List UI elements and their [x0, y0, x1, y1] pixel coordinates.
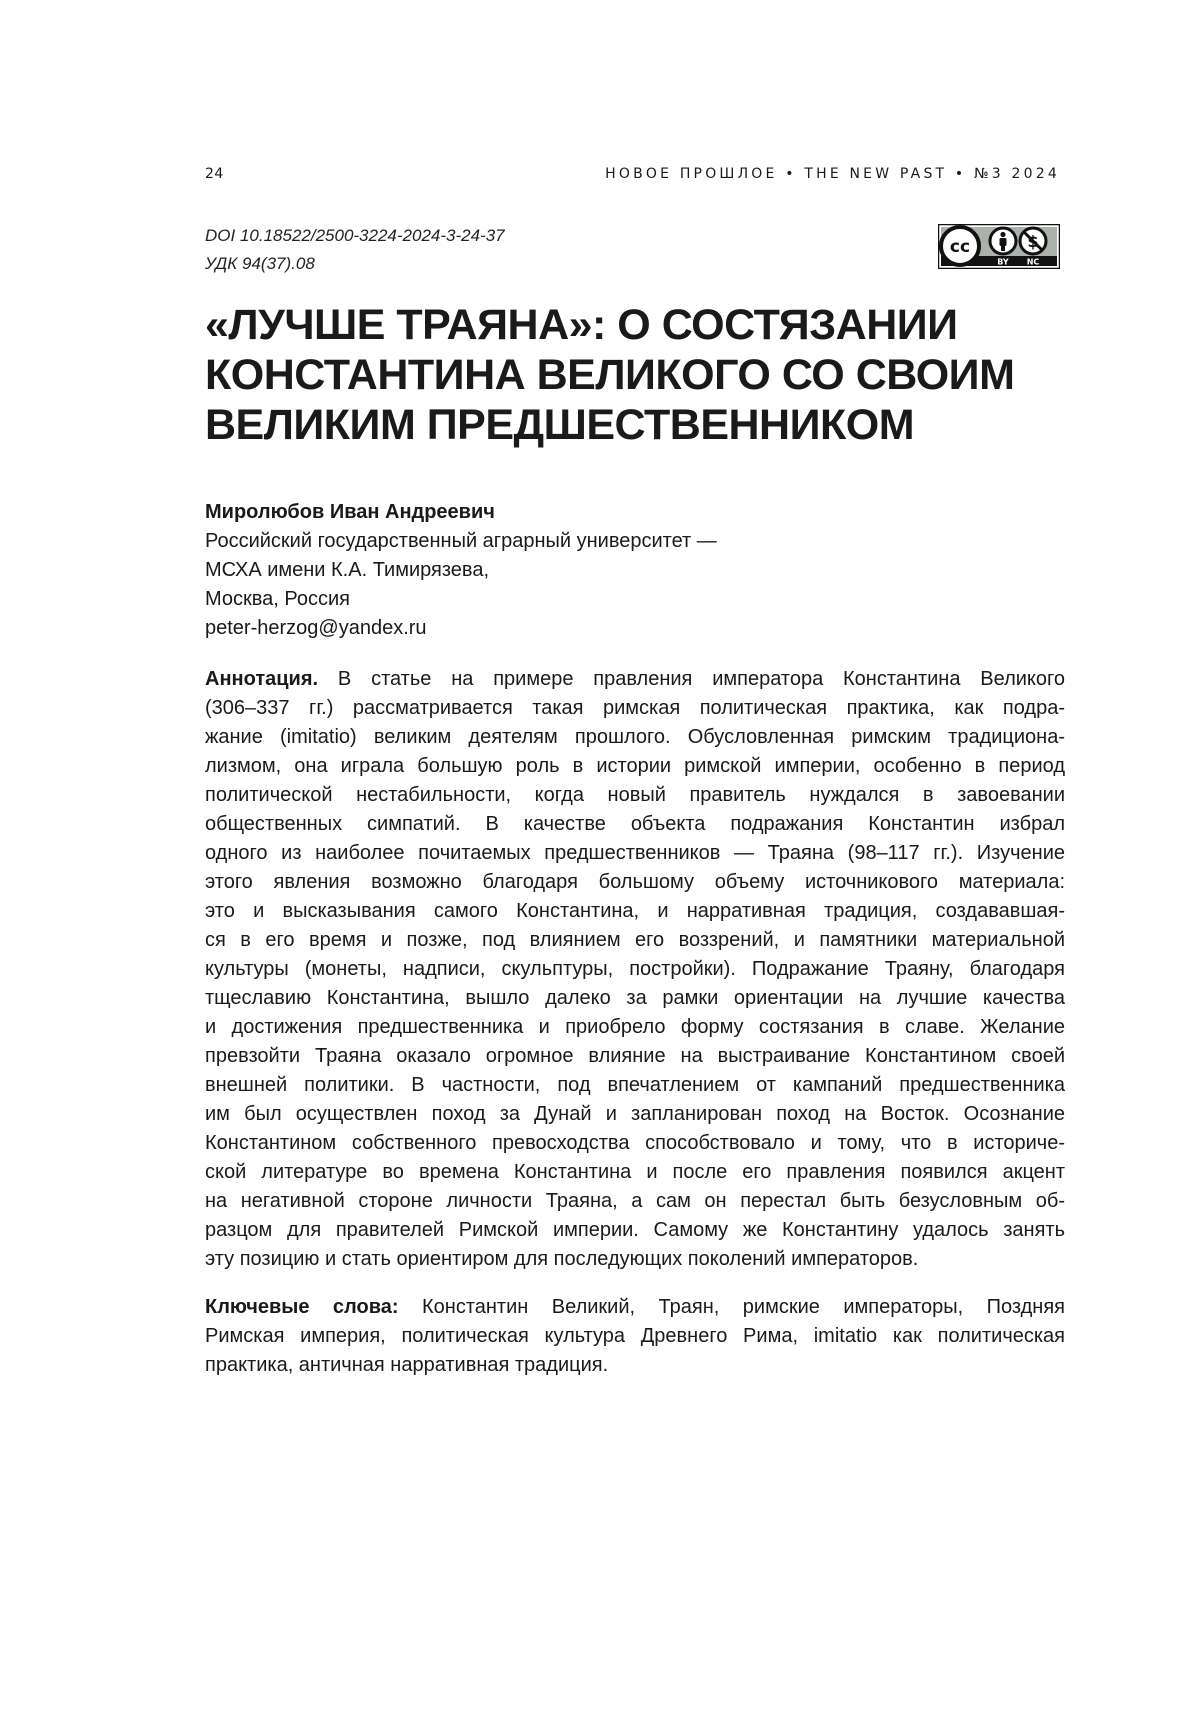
abstract-line: превзойти Траяна оказало огромное влияние на выстраивание Константином своей: [205, 1042, 1065, 1071]
journal-name: НОВОЕ ПРОШЛОЕ • THE NEW PAST • №3 2024: [605, 166, 1060, 182]
abstract-label: Аннотация.: [205, 668, 318, 690]
keywords-line: [205, 1293, 1065, 1322]
abstract-line: разцом для правителей Римской империи. Самому же Константину удалось занять: [205, 1216, 1065, 1245]
abstract-line: политической нестабильности, когда новый правитель нуждался в завоевании: [205, 781, 1065, 810]
keywords: [205, 1293, 1065, 1380]
article-title: [205, 300, 1065, 450]
nc-text: NC: [1027, 258, 1040, 267]
keywords-line: практика, античная нарративная традиция.: [205, 1351, 1065, 1380]
abstract-line: внешней политики. В частности, под впечатлением от кампаний предшественника: [205, 1071, 1065, 1100]
author-affiliation: Российский государственный аграрный университет —: [205, 527, 717, 556]
title-line: «ЛУЧШЕ ТРАЯНА»: О СОСТЯЗАНИИ: [205, 300, 1065, 350]
abstract-line: одного из наиболее почитаемых предшественников — Траяна (98–117 гг.). Изучение: [205, 839, 1065, 868]
abstract-line: [205, 665, 1065, 694]
abstract-line: жание (imitatio) великим деятелям прошлого. Обусловленная римским традициона-: [205, 723, 1065, 752]
keywords-line: Римская империя, политическая культура Древнего Рима, imitatio как политическая: [205, 1322, 1065, 1351]
abstract-line: лизмом, она играла большую роль в истории римской империи, особенно в период: [205, 752, 1065, 781]
keywords-label: Ключевые слова:: [205, 1296, 399, 1318]
article-meta: [205, 222, 505, 278]
abstract-line: это и высказывания самого Константина, и нарративная традиция, создававшая-: [205, 897, 1065, 926]
title-line: ВЕЛИКИМ ПРЕДШЕСТВЕННИКОМ: [205, 400, 1065, 450]
abstract-line: Константином собственного превосходства способствовало и тому, что в историче-: [205, 1129, 1065, 1158]
abstract-line: на негативной стороне личности Траяна, а сам он перестал быть безусловным об-: [205, 1187, 1065, 1216]
abstract-line: этого явления возможно благодаря большому объему источникового материала:: [205, 868, 1065, 897]
author-email[interactable]: peter-herzog@yandex.ru: [205, 614, 717, 643]
by-text: BY: [997, 258, 1009, 267]
page-number: 24: [205, 166, 224, 182]
abstract: [205, 665, 1065, 1274]
cc-text: cc: [950, 237, 970, 257]
abstract-line: (306–337 гг.) рассматривается такая римская политическая практика, как подра-: [205, 694, 1065, 723]
abstract-line: тщеславию Константина, вышло далеко за рамки ориентации на лучшие качества: [205, 984, 1065, 1013]
author-block: [205, 498, 717, 643]
journal-page: [0, 0, 1200, 1714]
abstract-line: им был осуществлен поход за Дунай и запланирован поход на Восток. Осознание: [205, 1100, 1065, 1129]
author-city: Москва, Россия: [205, 585, 717, 614]
running-head: [205, 166, 1060, 186]
abstract-line: общественных симпатий. В качестве объекта подражания Константин избрал: [205, 810, 1065, 839]
udk: УДК 94(37).08: [205, 250, 505, 278]
abstract-line: и достижения предшественника и приобрело форму состязания в славе. Желание: [205, 1013, 1065, 1042]
cc-by-nc-icon: [938, 224, 1060, 269]
keywords-text: Константин Великий, Траян, римские императоры, Поздняя: [399, 1296, 1065, 1318]
title-line: КОНСТАНТИНА ВЕЛИКОГО СО СВОИМ: [205, 350, 1065, 400]
abstract-line: ской литературе во времена Константина и после его правления появился акцент: [205, 1158, 1065, 1187]
abstract-line: эту позицию и стать ориентиром для последующих поколений императоров.: [205, 1245, 1065, 1274]
abstract-text: В статье на примере правления императора Константина Великого: [318, 668, 1065, 690]
doi: DOI 10.18522/2500-3224-2024-3-24-37: [205, 222, 505, 250]
abstract-line: ся в его время и позже, под влиянием его воззрений, и памятники материальной: [205, 926, 1065, 955]
author-affiliation: МСХА имени К.А. Тимирязева,: [205, 556, 717, 585]
abstract-line: культуры (монеты, надписи, скульптуры, постройки). Подражание Траяну, благодаря: [205, 955, 1065, 984]
author-name: Миролюбов Иван Андреевич: [205, 498, 717, 527]
